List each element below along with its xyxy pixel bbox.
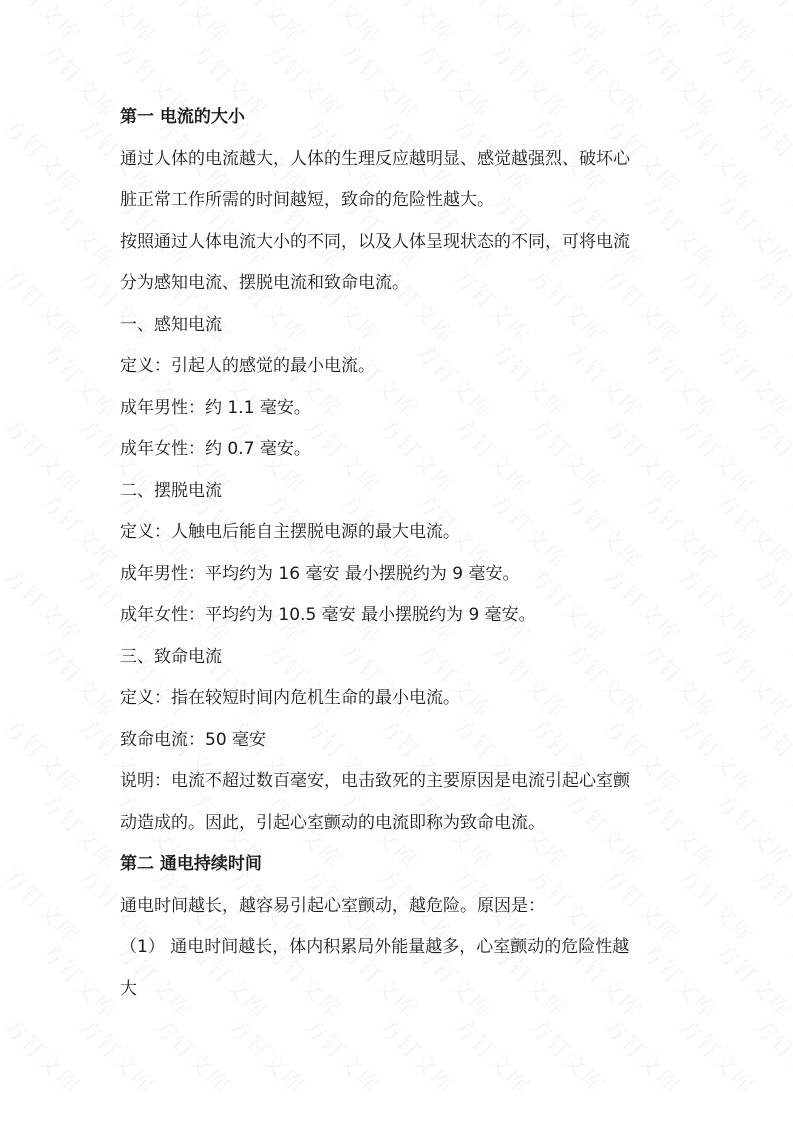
watermark-tile: [785, 186, 793, 276]
watermark-tile: [73, 0, 163, 50]
subheading-letgo-current: 二、摆脱电流: [120, 480, 222, 501]
watermark-tile: [523, 0, 613, 50]
watermark-tile: [673, 861, 763, 951]
watermark-tile: [223, 1011, 313, 1101]
watermark-tile: [785, 936, 793, 1026]
watermark-tile: [0, 0, 88, 50]
watermark-tile: [748, 411, 793, 501]
watermark-tile: [710, 486, 793, 576]
watermark-tile: [598, 1011, 688, 1101]
value-line: 成年男性：约 1.1 毫安。: [120, 397, 311, 418]
watermark-tile: [785, 336, 793, 426]
watermark-tile: [673, 1011, 763, 1101]
watermark-tile: [35, 336, 125, 426]
paragraph-line: （1） 通电时间越长，体内积累局外能量越多，心室颤动的危险性越: [120, 937, 630, 957]
document-body: [120, 97, 680, 1010]
watermark-tile: [35, 636, 125, 726]
watermark-tile: [0, 711, 88, 801]
watermark-tile: [710, 186, 793, 276]
watermark-tile: [673, 0, 763, 50]
watermark-tile: [673, 711, 763, 801]
section-heading-2: 第二 通电持续时间: [120, 854, 262, 874]
watermark-tile: [35, 36, 125, 126]
watermark-tile: [748, 111, 793, 201]
watermark-tile: [298, 1011, 388, 1101]
watermark-tile: [0, 111, 88, 201]
subheading-perception-current: 一、感知电流: [120, 314, 222, 335]
watermark-tile: [148, 0, 238, 50]
watermark-tile: [710, 36, 793, 126]
watermark-tile: [523, 1011, 613, 1101]
watermark-tile: [35, 936, 125, 1026]
watermark-tile: [35, 486, 125, 576]
watermark-tile: [748, 711, 793, 801]
watermark-tile: [748, 261, 793, 351]
paragraph-line: 通过人体的电流越大，人体的生理反应越明显、感觉越强烈、破坏心: [120, 148, 630, 169]
watermark-tile: [710, 336, 793, 426]
value-line: 成年女性：平均约为 10.5 毫安 最小摆脱约为 9 毫安。: [120, 605, 536, 625]
paragraph-line: 按照通过人体电流大小的不同，以及人体呈现状态的不同，可将电流: [120, 231, 630, 252]
watermark-tile: [785, 786, 793, 876]
watermark-tile: [673, 261, 763, 351]
watermark-tile: [0, 261, 88, 351]
watermark-tile: [710, 936, 793, 1026]
definition-line: 定义：人触电后能自主摆脱电源的最大电流。: [120, 522, 460, 542]
watermark-tile: [673, 111, 763, 201]
watermark-tile: [710, 636, 793, 726]
section-heading-1: 第一 电流的大小: [120, 107, 245, 127]
value-line: 致命电流：50 毫安: [120, 729, 267, 750]
watermark-tile: [785, 36, 793, 126]
watermark-tile: [598, 0, 688, 50]
watermark-tile: [148, 1011, 238, 1101]
watermark-tile: [373, 0, 463, 50]
watermark-tile: [0, 561, 88, 651]
watermark-tile: [35, 786, 125, 876]
paragraph-line: 大: [120, 978, 137, 999]
watermark-tile: [710, 786, 793, 876]
paragraph-line: 动造成的。因此，引起心室颤动的电流即称为致命电流。: [120, 812, 545, 833]
watermark-tile: [748, 861, 793, 951]
watermark-tile: [0, 861, 88, 951]
paragraph-line: 分为感知电流、摆脱电流和致命电流。: [120, 273, 409, 293]
watermark-tile: [448, 0, 538, 50]
watermark-tile: [748, 0, 793, 50]
value-line: 成年男性：平均约为 16 毫安 最小摆脱约为 9 毫安。: [120, 563, 520, 584]
watermark-tile: [673, 411, 763, 501]
watermark-tile: [785, 486, 793, 576]
definition-line: 定义：引起人的感觉的最小电流。: [120, 356, 375, 376]
watermark-tile: [748, 561, 793, 651]
value-line: 成年女性：约 0.7 毫安。: [120, 439, 311, 459]
watermark-tile: [35, 186, 125, 276]
watermark-tile: [298, 0, 388, 50]
watermark-tile: [748, 1011, 793, 1101]
paragraph-line: 通电时间越长，越容易引起心室颤动，越危险。原因是：: [120, 895, 545, 916]
watermark-tile: [223, 0, 313, 50]
watermark-tile: [73, 1011, 163, 1101]
watermark-tile: [0, 411, 88, 501]
paragraph-line: 说明：电流不超过数百毫安，电击致死的主要原因是电流引起心室颤: [120, 771, 630, 791]
watermark-tile: [0, 1011, 88, 1101]
subheading-lethal-current: 三、致命电流: [120, 646, 222, 667]
watermark-tile: [448, 1011, 538, 1101]
paragraph-line: 脏正常工作所需的时间越短，致命的危险性越大。: [120, 190, 494, 210]
watermark-tile: [673, 561, 763, 651]
watermark-tile: [373, 1011, 463, 1101]
watermark-tile: [785, 636, 793, 726]
definition-line: 定义：指在较短时间内危机生命的最小电流。: [120, 688, 460, 708]
